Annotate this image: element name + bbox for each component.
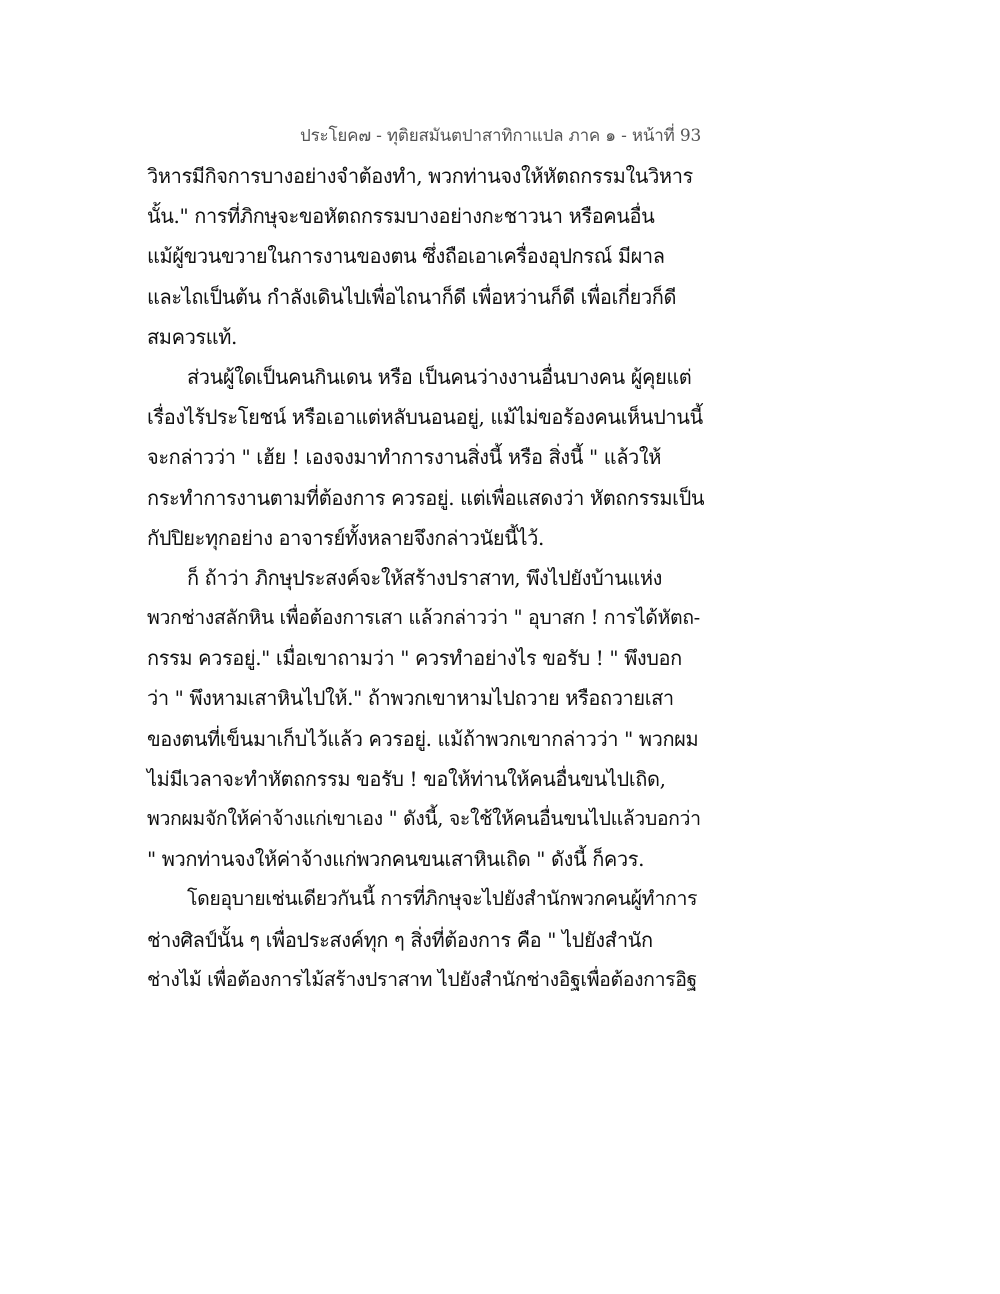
text-line: ส่วนผู้ใดเป็นคนกินเดน หรือ เป็นคนว่างงานอื่นบางคน ผู้คุยแต่: [187, 364, 692, 389]
text-line: ช่างศิลป์นั้น ๆ เพื่อประสงค์ทุก ๆ สิ่งที่ต้องการ คือ " ไปยังสำนัก: [147, 927, 653, 952]
body-text: [147, 156, 707, 1000]
running-header: ประโยค๗ - ทุติยสมันตปาสาทิกาแปล ภาค ๑ - หน้าที่ 93: [300, 126, 702, 146]
text-line: สมควรแท้.: [147, 324, 237, 349]
text-line: กรรม ควรอยู่." เมื่อเขาถามว่า " ควรทำอย่างไร ขอรับ ! " พึงบอก: [147, 646, 682, 671]
text-line: พวกช่างสลักหิน เพื่อต้องการเสา แล้วกล่าวว่า " อุบาสก ! การได้หัตถ-: [147, 606, 700, 630]
text-line: และไถเป็นต้น กำลังเดินไปเพื่อไถนาก็ดี เพื่อหว่านก็ดี เพื่อเกี่ยวก็ดี: [147, 284, 677, 309]
text-line: ว่า " พึงหามเสาหินไปให้." ถ้าพวกเขาหามไปถวาย หรือถวายเสา: [147, 686, 674, 711]
text-line: ไม่มีเวลาจะทำหัตถกรรม ขอรับ ! ขอให้ท่านให้คนอื่นขนไปเถิด,: [147, 766, 666, 791]
text-line: จะกล่าวว่า " เฮ้ย ! เองจงมาทำการงานสิ่งนี้ หรือ สิ่งนี้ " แล้วให้: [147, 445, 662, 470]
text-line: " พวกท่านจงให้ค่าจ้างแก่พวกคนขนเสาหินเถิด " ดังนี้ ก็ควร.: [147, 847, 645, 872]
text-line: ของตนที่เข็นมาเก็บไว้แล้ว ควรอยู่. แม้ถ้าพวกเขากล่าวว่า " พวกผม: [147, 726, 699, 751]
text-line: ช่างไม้ เพื่อต้องการไม้สร้างปราสาท ไปยังสำนักช่างอิฐเพื่อต้องการอิฐ: [147, 967, 697, 991]
text-line: กัปปิยะทุกอย่าง อาจารย์ทั้งหลายจึงกล่าวนัยนี้ไว้.: [147, 525, 544, 550]
text-line: กระทำการงานตามที่ต้องการ ควรอยู่. แต่เพื่อแสดงว่า หัตถกรรมเป็น: [147, 485, 705, 510]
text-line: พวกผมจักให้ค่าจ้างแก่เขาเอง " ดังนี้, จะใช้ให้คนอื่นขนไปแล้วบอกว่า: [147, 807, 701, 830]
text-line: นั้น." การที่ภิกษุจะขอหัตถกรรมบางอย่างกะชาวนา หรือคนอื่น: [147, 204, 655, 229]
text-line: ก็ ถ้าว่า ภิกษุประสงค์จะให้สร้างปราสาท, พึงไปยังบ้านแห่ง: [187, 565, 663, 590]
text-line: วิหารมีกิจการบางอย่างจำต้องทำ, พวกท่านจงให้หัตถกรรมในวิหาร: [147, 164, 693, 188]
text-line: เรื่องไร้ประโยชน์ หรือเอาแต่หลับนอนอยู่, แม้ไม่ขอร้องคนเห็นปานนี้: [147, 405, 703, 430]
text-line: แม้ผู้ขวนขวายในการงานของตน ซึ่งถือเอาเครื่องอุปกรณ์ มีผาล: [147, 244, 665, 269]
text-line: โดยอุบายเช่นเดียวกันนี้ การที่ภิกษุจะไปยังสำนักพวกคนผู้ทำการ: [187, 887, 698, 911]
